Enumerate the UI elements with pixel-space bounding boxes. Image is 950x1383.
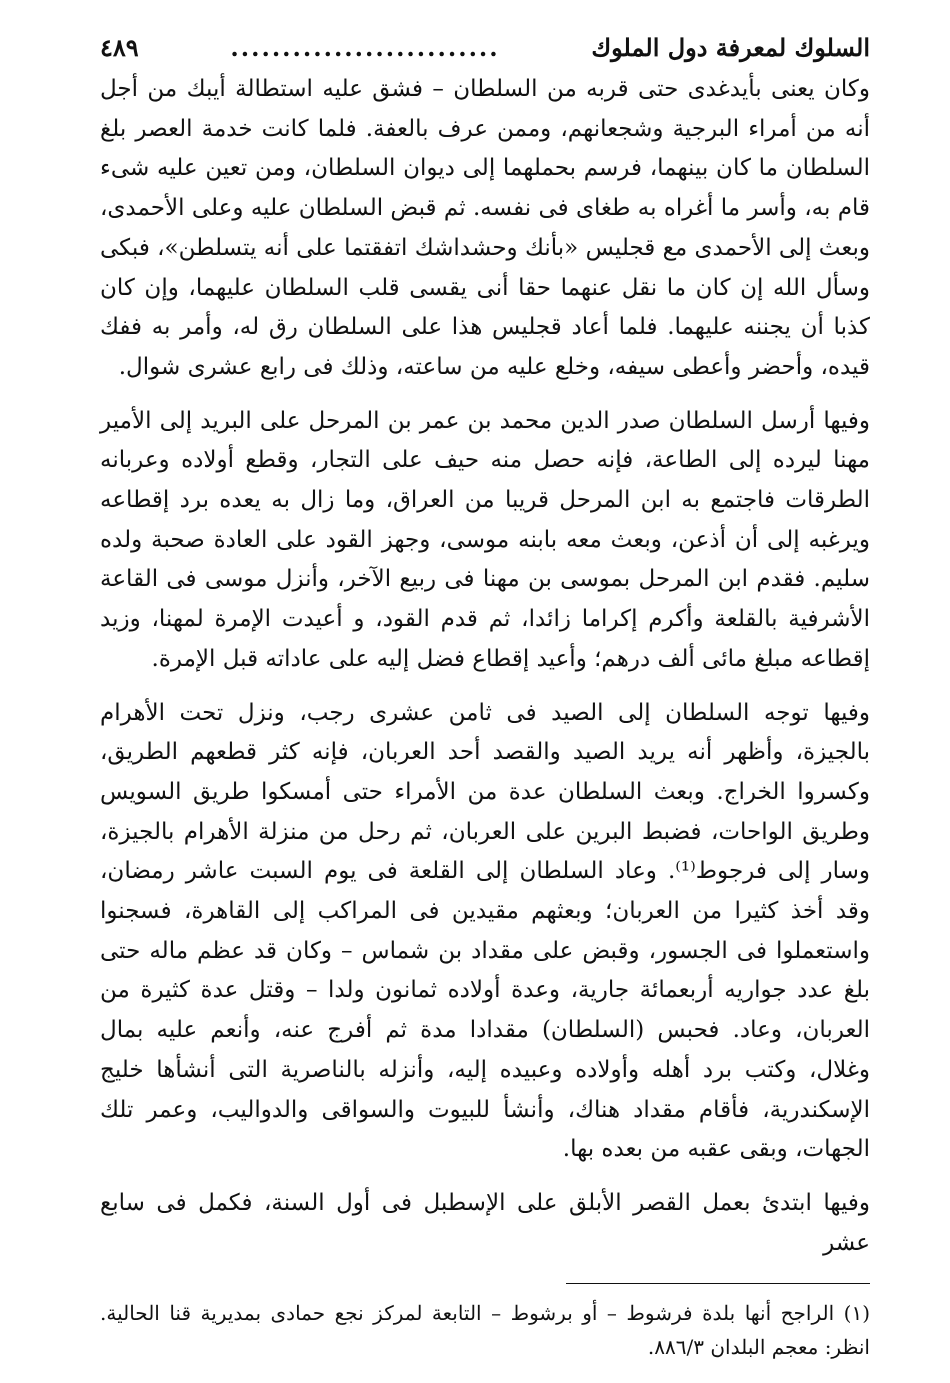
page-header — [100, 28, 870, 70]
paragraph-1: وكان يعنى بأيدغدى حتى قربه من السلطان – فشق عليه استطالة أيبك من أجل أنه من أمراء البرجية وشجعانهم، وممن عرف بالعفة. فلما كانت خدمة العصر بلغ السلطان ما كان بينهما، فرسم بحملهما إلى ديوان السلطان، ومن تعين عليه شىء قام به، وأسر ما أغراه به طغاى فى نفسه. ثم قبض السلطان عليه وعلى الأحمدى، وبعث إلى الأحمدى مع قجليس «بأنك وحشداشك اتفقتما على أنه يتسلطن»، فبكى وسأل الله إن كان ما نقل عنهما حقا أنى يقسى قلب السلطان عليهما، وإن كان كذبا أن يجننه عليهما. فلما أعاد قجليس هذا على السلطان رق له، وأمر به ففك قيده، وأحضر وأعطى سيفه، وخلع عليه من ساعته، وذلك فى رابع عشرى شوال. — [100, 76, 870, 380]
paragraph-4: وفيها ابتدئ بعمل القصر الأبلق على الإسطبل فى أول السنة، فكمل فى سابع عشر — [100, 1189, 870, 1256]
page-number: ٤٨٩ — [100, 33, 139, 62]
paragraph-3: وفيها توجه السلطان إلى الصيد فى ثامن عشرى رجب، ونزل تحت الأهرام بالجيزة، وأظهر أنه يريد الصيد والقصد أحد العربان، فإنه كثر قطعهم الطريق، وكسروا الخراج. وبعث السلطان عدة من الأمراء حتى أمسكوا طريق السويس وطريق الواحات، فضبط البرين على العربان، ثم رحل من منزلة الأهرام بالجيزة، وسار إلى فرجوط⁽¹⁾. وعاد السلطان إلى القلعة فى يوم السبت عاشر رمضان، وقد أخذ كثيرا من العربان؛ وبعثهم مقيدين فى المراكب إلى القاهرة، فسجنوا واستعملوا فى الجسور، وقبض على مقداد بن شماس – وكان قد عظم ماله حتى بلغ عدد جواريه أربعمائة جارية، وعدة أولاده ثمانون ولدا – وقتل عدة كثيرة من العربان، وعاد. فحبس (السلطان) مقدادا مدة ثم أفرج عنه، وأنعم عليه بمال وغلال، وكتب برد أهله وأولاده وعبيده إليه، وأنزله بالناصرية التى أنشأها خليج الإسكندرية، فأقام مقداد هناك، وأنشأ للبيوت والسواقى والدواليب، وعمر تلك الجهات، وبقى عقبه من بعده بها. — [100, 699, 870, 1163]
footnote-divider — [566, 1283, 870, 1284]
leader-dots: .......................... — [230, 33, 500, 62]
footnote: (١) الراجح أنها بلدة فرشوط – أو برشوط – التابعة لمركز نجع حمادى بمديرية قنا الحالية. انظر: معجم البلدان ٨٨٦/٣. — [100, 1301, 870, 1359]
running-title: السلوك لمعرفة دول الملوك — [591, 33, 870, 62]
paragraph-2: وفيها أرسل السلطان صدر الدين محمد بن عمر بن المرحل على البريد إلى الأمير مهنا ليرده إلى الطاعة، فإنه حصل منه حيف على التجار، وقطع أولاده وعربانه الطرقات فاجتمع به ابن المرحل قريبا من العراق، وما زال به يعده برد إقطاعه ويرغبه إلى أن أذعن، وبعث معه بابنه موسى، وجهز القود على العادة صحبة ولده سليم. فقدم ابن المرحل بموسى بن مهنا فى ربيع الآخر، وأنزل موسى فى القاعة الأشرفية بالقلعة وأكرم إكراما زائدا، ثم قدم القود، و أعيدت الإمرة لمهنا، وزيد إقطاعه مبلغ مائى ألف درهم؛ وأعيد إقطاع فضل إليه على عاداته قبل الإمرة. — [100, 407, 870, 672]
